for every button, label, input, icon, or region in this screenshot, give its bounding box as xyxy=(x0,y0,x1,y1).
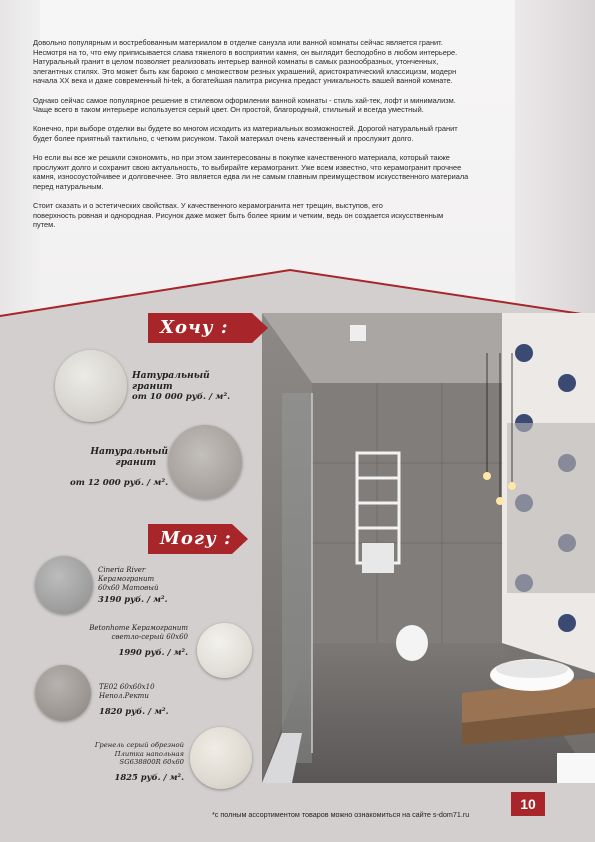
want-item-2 xyxy=(70,446,168,489)
want-item-2-name-2: гранит xyxy=(115,457,157,468)
footnote: *с полным ассортиментом товаров можно ознакомиться на сайте s-dom71.ru xyxy=(212,810,470,819)
can-item-2-line1: Betonhome Керамогранит xyxy=(89,624,188,632)
article-text xyxy=(33,38,553,239)
can-item-4 xyxy=(62,741,184,781)
can-item-1 xyxy=(98,566,168,604)
can-item-4-line1: Гренель серый обрезной xyxy=(94,741,184,749)
natural-granite-swatch-2 xyxy=(168,425,242,499)
can-item-1-line2: Керамогранит xyxy=(98,575,155,583)
want-item-1 xyxy=(132,370,230,403)
can-item-2-price: 1990 руб. / м². xyxy=(118,647,188,657)
can-item-4-line2: Плитка напольная xyxy=(114,749,184,758)
grenel-swatch xyxy=(190,727,252,789)
can-item-4-line3: SG638800R 60х60 xyxy=(119,758,184,767)
page-number: 10 xyxy=(511,792,545,816)
can-item-1-line1: Cineria River xyxy=(98,566,146,574)
cineria-river-swatch xyxy=(35,556,93,614)
want-item-1-name: Натуральный xyxy=(132,370,210,381)
can-item-1-price: 3190 руб. / м². xyxy=(98,594,168,604)
want-item-1-name-2: гранит xyxy=(132,381,173,392)
can-item-4-price: 1825 руб. / м². xyxy=(114,771,184,782)
paragraph-5: Стоит сказать и о эстетических свойствах. У качественного керамогранита нет трещин, выступов, его поверхность ровная и однородная. Рисунок даже может быть более ярким и четким, ведь он создается искусственным путем. xyxy=(33,201,444,230)
can-item-3-line2: Непол.Ректи xyxy=(99,692,149,700)
natural-granite-swatch-1 xyxy=(55,350,127,422)
want-item-1-price: от 10 000 руб. / м². xyxy=(132,392,231,402)
paragraph-4: Но если вы все же решили сэкономить, но при этом заинтересованы в покупке качественного материала, который также прослужит долго и сохранит свою актуальность, то выбирайте керамогранит. Уже всем известно, что керамогранит прочнее камня, износоустойчивее и долговечнее. Это является едва ли не самым главным преимуществом искусственного материала перед натуральным. xyxy=(33,153,469,191)
can-item-3 xyxy=(99,683,169,716)
can-item-1-line3: 60х60 Матовый xyxy=(98,584,159,592)
paragraph-1: Довольно популярным и востребованным материалом в отделке санузла или ванной комнаты сейчас является гранит. Несмотря на то, что ему приписывается слава тяжелого в восприятии камня, он выглядит бесподобно в любом интерьере. Натуральный гранит в целом позволяет реализовать интерьер ванной комнаты в самых разнообразных, утонченных, элегантных стилях. Это может быть как барокко с множеством резных украшений, аристократический классицизм, модерн начала XX века и даже современный hi-tek, а богатейшая палитра рисунка предаст уникальность вашей ванной комнате. xyxy=(33,38,458,86)
can-item-3-price: 1820 руб. / м². xyxy=(99,706,169,716)
want-ribbon: Хочу : xyxy=(148,313,252,343)
want-item-2-name: Натуральный xyxy=(90,446,169,457)
can-item-2-line2: светло-серый 60х60 xyxy=(111,633,188,641)
can-item-2 xyxy=(78,624,188,657)
te02-swatch xyxy=(35,665,91,721)
paragraph-3: Конечно, при выборе отделки вы будете во многом исходить из материальных возможностей. Дорогой натуральный гранит будет более приятный тактильно, с четким рисунком. Такой материал очень качественный и прослужит долго. xyxy=(33,124,458,143)
can-ribbon: Могу : xyxy=(148,524,232,554)
want-item-2-price: от 12 000 руб. / м². xyxy=(70,478,169,488)
can-item-3-line1: TE02 60x60x10 xyxy=(99,683,155,691)
bathroom-photo xyxy=(262,313,595,783)
paragraph-2: Однако сейчас самое популярное решение в стилевом оформлении ванной комнаты - стиль хай-тек, лофт и минимализм. Чаще всего в таком интерьере используется серый цвет. Он простой, благородный, стильный и всегда уместный. xyxy=(33,95,456,115)
betonhome-swatch xyxy=(197,623,252,678)
